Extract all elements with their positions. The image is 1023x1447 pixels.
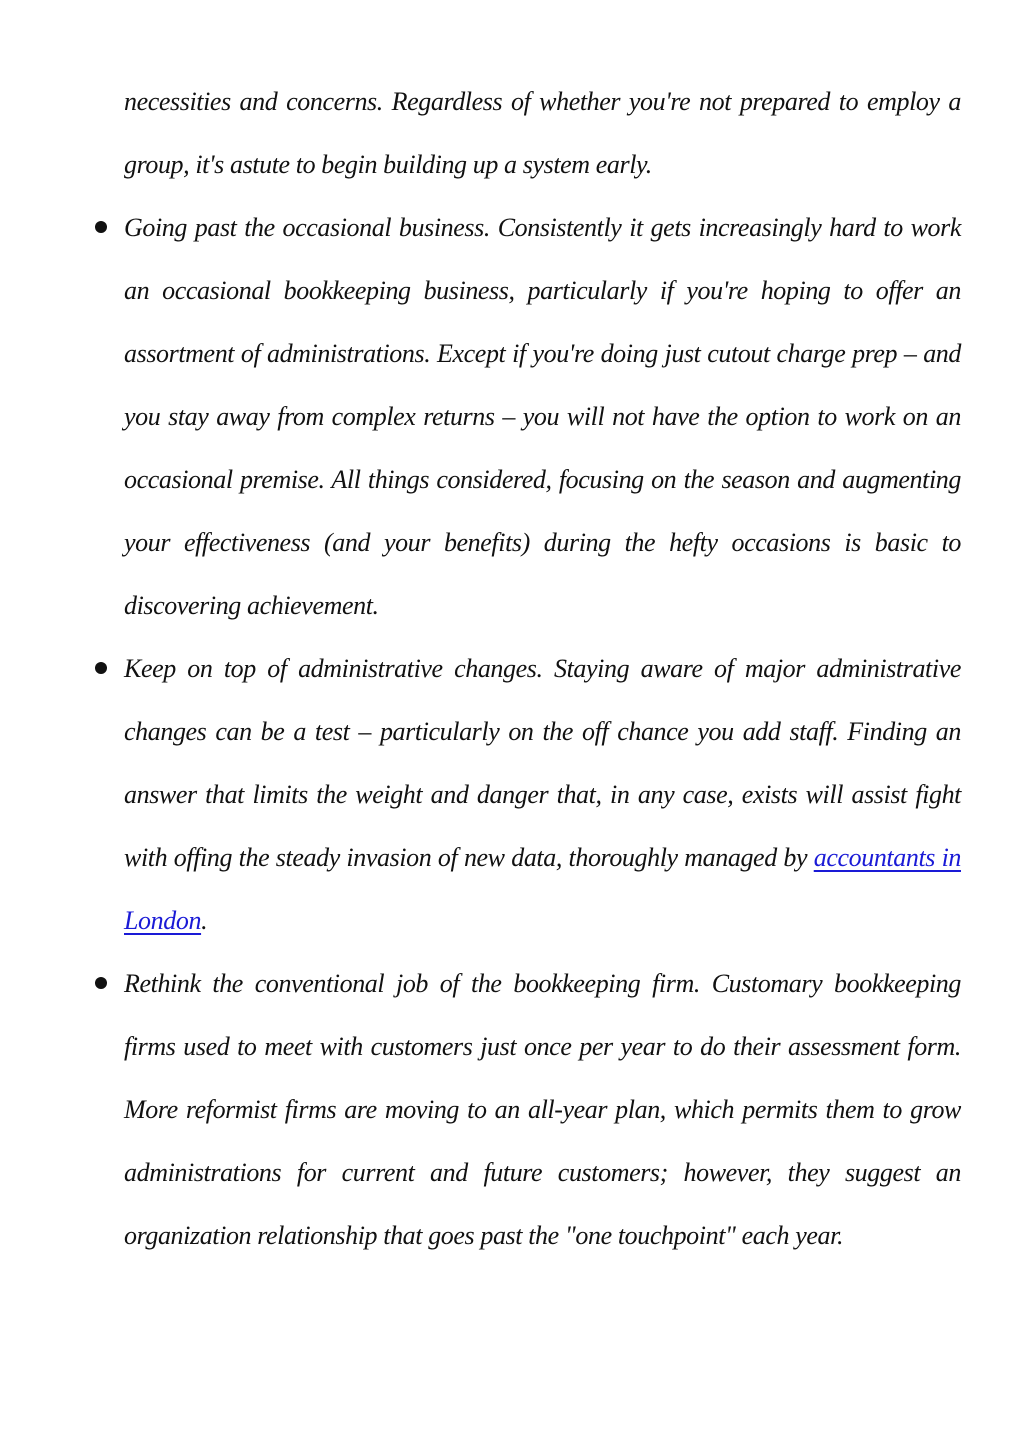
bullet-icon: [95, 977, 107, 989]
list-item-text-before-link: Keep on top of administrative changes. Staying aware of major administrative changes can be a test – particularly on the off chance you add staff. Finding an answer that limits the weight and danger that, in any case, exists will assist fight with offing the steady invasion of new data, thoroughly managed by: [124, 654, 961, 872]
document-body: [124, 70, 961, 1267]
list-item-text: Rethink the conventional job of the bookkeeping firm. Customary bookkeeping firms used to meet with customers just once per year to do their assessment form. More reformist firms are moving to an all-year plan, which permits them to grow administrations for current and future customers; however, they suggest an organization relationship that goes past the "one touchpoint" each year.: [124, 969, 961, 1250]
list-item-text-after-link: .: [201, 906, 208, 935]
list-item-text: [124, 637, 961, 952]
bullet-icon: [95, 662, 107, 674]
list-item: [124, 637, 961, 952]
list-item: [124, 196, 961, 637]
list-item: [124, 952, 961, 1267]
bullet-icon: [95, 221, 107, 233]
list-item-text: Going past the occasional business. Consistently it gets increasingly hard to work an occasional bookkeeping business, particularly if you're hoping to offer an assortment of administrations. Except if you're doing just cutout charge prep – and you stay away from complex returns – you will not have the option to work on an occasional premise. All things considered, focusing on the season and augmenting your effectiveness (and your benefits) during the hefty occasions is basic to discovering achievement.: [124, 213, 961, 620]
continuation-paragraph: necessities and concerns. Regardless of whether you're not prepared to employ a group, it's astute to begin building up a system early.: [124, 87, 961, 179]
accountants-in-london-link[interactable]: accountants in London: [124, 843, 961, 935]
